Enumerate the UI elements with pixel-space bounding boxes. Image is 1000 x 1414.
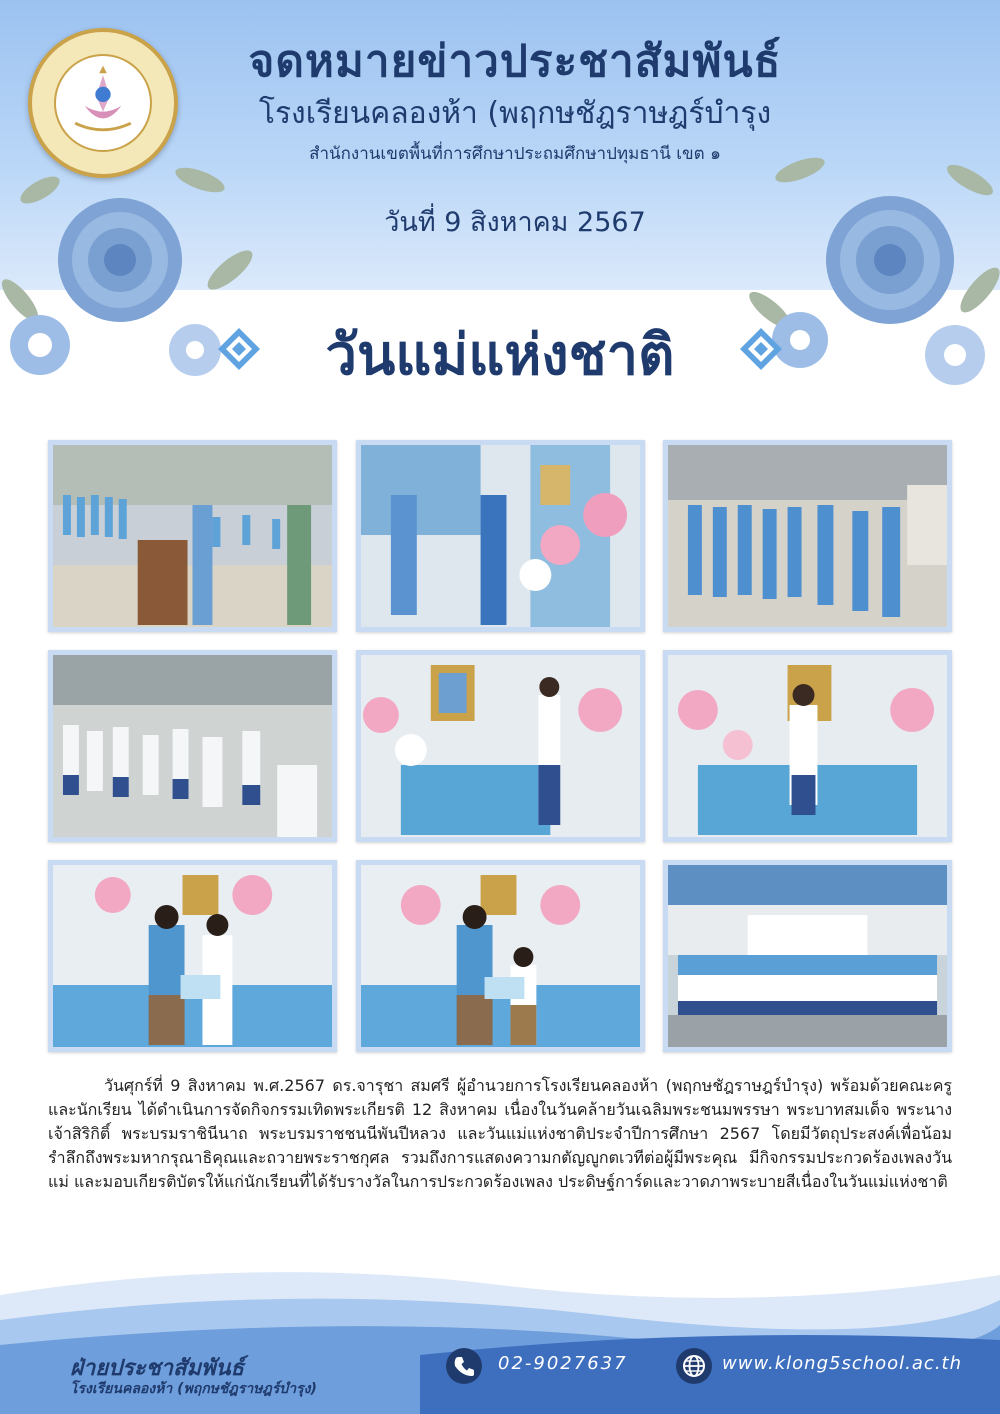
photo-girl-singing-1 <box>356 650 645 842</box>
school-logo <box>28 28 178 178</box>
footer-department: ฝ่ายประชาสัมพันธ์ <box>70 1356 244 1381</box>
education-office: สำนักงานเขตพื้นที่การศึกษาประถมศึกษาปทุมธานี เขต ๑ <box>309 144 721 164</box>
event-title: วันแม่แห่งชาติ <box>325 323 675 388</box>
ornament-right-icon <box>738 326 784 372</box>
photo-assembly-podium <box>48 440 337 632</box>
footer-school-name: โรงเรียนคลองห้า (พฤกษชัฎราษฎร์บำรุง) <box>70 1381 317 1397</box>
photo-award-boy <box>356 860 645 1052</box>
school-name: โรงเรียนคลองห้า (พฤกษชัฎราษฎร์บำรุง <box>258 96 772 131</box>
photo-award-girl <box>48 860 337 1052</box>
news-body-paragraph: วันศุกร์ที่ 9 สิงหาคม พ.ศ.2567 ดร.จารุชา สมศรี ผู้อำนวยการโรงเรียนคลองห้า (พฤกษชัฎราษฎร์บำรุง) พร้อมด้วยคณะครูและนักเรียน ได้ดำเนินการจัดกิจกรรมเทิดพระเกียรติ 12 สิงหาคม เนื่องในวันคล้ายวันเฉลิมพระชนมพรรษา พระบาทสมเด็จ พระนางเจ้าสิริกิติ์ พระบรมราชินีนาถ พระบรมราชชนนีพันปีหลวง และวันแม่แห่งชาติประจำปีการศึกษา 2567 โดยมีวัตถุประสงค์เพื่อน้อมรำลึกถึงพระมหากรุณาธิคุณและถวายพระราชกุศล รวมถึงการแสดงความกตัญญูกตเวทีต่อผู้มีพระคุณ มีกิจกรรมประกวดร้องเพลงวันแม่ และมอบเกียรติบัตรให้แก่นักเรียนที่ได้รับรางวัลในการประกวดร้องเพลง ประดิษฐ์การ์ดและวาดภาพระบายสีเนื่องในวันแม่แห่งชาติ <box>48 1076 952 1191</box>
school-logo-emblem <box>54 54 152 152</box>
photo-girl-singing-2 <box>663 650 952 842</box>
photo-students-assembly <box>48 650 337 842</box>
newsletter-title: จดหมายข่าวประชาสัมพันธ์ <box>248 36 782 87</box>
photo-teachers-line <box>663 440 952 632</box>
globe-icon <box>676 1348 712 1384</box>
footer-phone-number[interactable]: 02-9027637 <box>498 1353 628 1374</box>
photo-group-photo <box>663 860 952 1052</box>
lotus-emblem-icon <box>56 56 150 150</box>
newsletter-date: วันที่ 9 สิงหาคม 2567 <box>384 207 646 238</box>
footer-website-link[interactable]: www.klong5school.ac.th <box>722 1353 963 1374</box>
phone-icon <box>446 1348 482 1384</box>
photo-altar-offering <box>356 440 645 632</box>
